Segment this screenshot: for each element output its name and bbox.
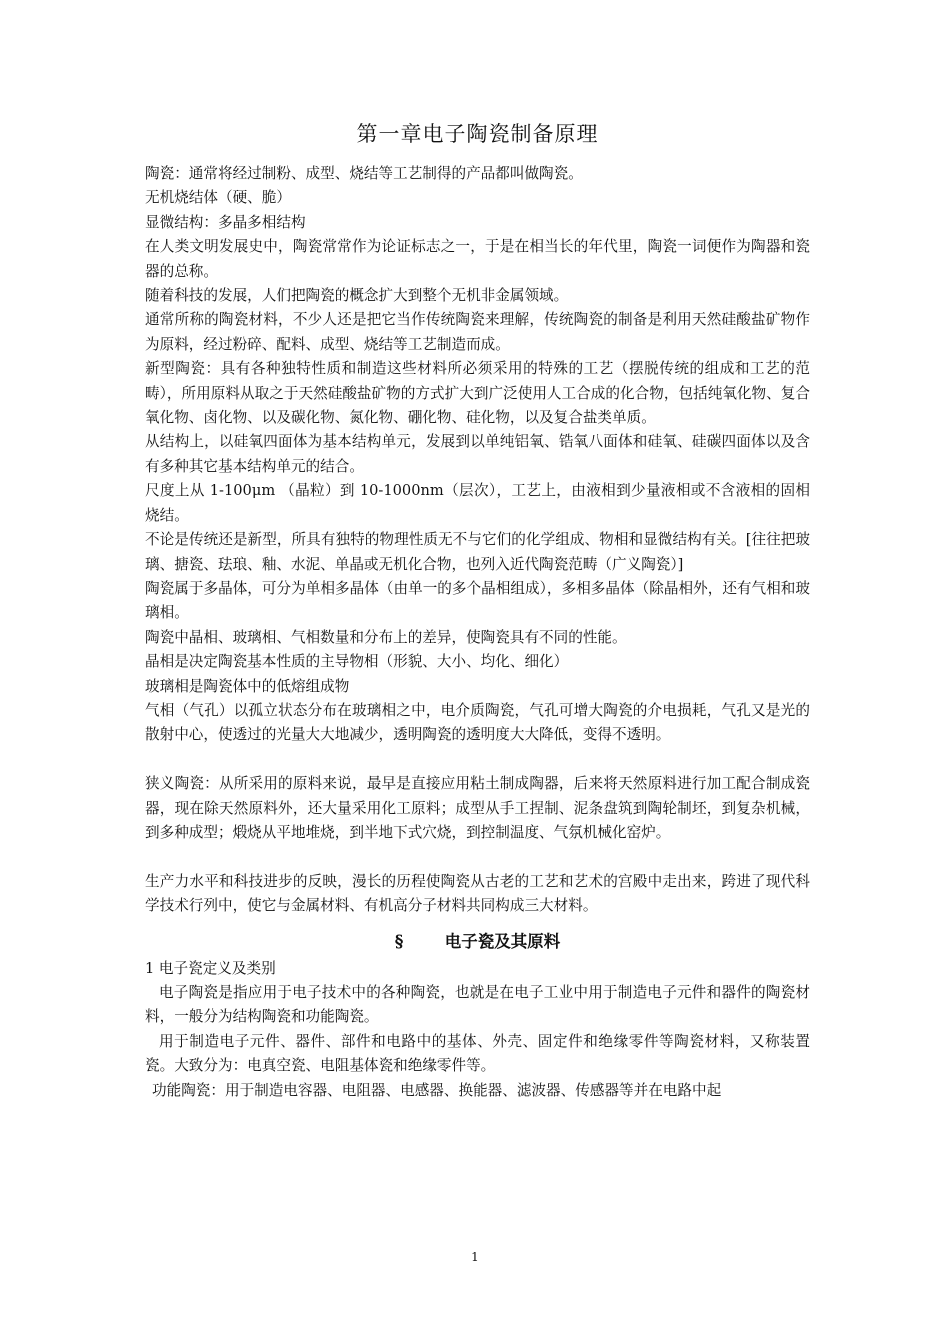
paragraph-traditional-ceramics: 通常所称的陶瓷材料，不少人还是把它当作传统陶瓷来理解，传统陶瓷的制备是利用天然硅酸盐矿物作为原料，经过粉碎、配料、成型、烧结等工艺制造而成。	[145, 311, 810, 353]
paragraph-ceramics-definition: 陶瓷：通常将经过制粉、成型、烧结等工艺制得的产品都叫做陶瓷。	[145, 165, 583, 182]
paragraph-microstructure: 显微结构：多晶多相结构	[145, 213, 306, 231]
subsection-title: 1 电子瓷定义及类别	[145, 959, 276, 977]
paragraph-electronic-ceramics: 电子陶瓷是指应用于电子技术中的各种陶瓷，也就是在电子工业中用于制造电子元件和器件的陶瓷材料，一般分为结构陶瓷和功能陶瓷。	[145, 983, 810, 1026]
paragraph-progress: 生产力水平和科技进步的反映，漫长的历程使陶瓷从古老的工艺和艺术的宫殿中走出来，跨进了现代科学技术行列中，使它与金属材料、有机高分子材料共同构成三大材料。	[145, 872, 810, 915]
paragraph-functional-ceramics: 功能陶瓷：用于制造电容器、电阻器、电感器、换能器、滤波器、传感器等并在电路中起	[152, 1081, 722, 1099]
blank-line	[145, 845, 810, 869]
paragraph-gas-phase: 气相（气孔）以孤立状态分布在玻璃相之中，电介质陶瓷，气孔可增大陶瓷的介电损耗，气孔又是光的散射中心，使透过的光量大大地减少，透明陶瓷的透明度大大降低，变得不透明。	[145, 701, 810, 744]
page-number: 1	[471, 1250, 479, 1264]
section-heading	[145, 927, 810, 957]
paragraph-properties: 不论是传统还是新型，所具有独特的物理性质无不与它们的化学组成、物相和显微结构有关。[往往把玻璃、搪瓷、珐琅、釉、水泥、单晶或无机化合物，也列入近代陶瓷范畴（广义陶瓷）]	[145, 531, 810, 573]
section-symbol: §	[394, 931, 404, 951]
paragraph-device-ceramics: 用于制造电子元件、器件、部件和电路中的基体、外壳、固定件和绝缘零件等陶瓷材料，又称装置瓷。大致分为：电真空瓷、电阻基体瓷和绝缘零件等。	[145, 1032, 810, 1075]
paragraph-history: 在人类文明发展史中，陶瓷常常作为论证标志之一，于是在相当长的年代里，陶瓷一词便作为陶器和瓷器的总称。	[145, 238, 810, 280]
paragraph-polycrystal: 陶瓷属于多晶体，可分为单相多晶体（由单一的多个晶相组成），多相多晶体（除晶相外，还有气相和玻璃相。	[145, 579, 810, 622]
paragraph-sintered-body: 无机烧结体（硬、脆）	[145, 189, 291, 207]
paragraph-narrow-ceramics: 狭义陶瓷：从所采用的原料来说，最早是直接应用粘土制成陶器，后来将天然原料进行加工配合制成瓷器，现在除天然原料外，还大量采用化工原料；成型从手工捏制、泥条盘筑到陶轮制坯，到复杂机械，到多种成型；煅烧从平地堆烧，到半地下式穴烧，到控制温度、气氛机械化窑炉。	[145, 775, 810, 841]
paragraph-glass-phase: 玻璃相是陶瓷体中的低熔组成物	[145, 677, 350, 695]
blank-line	[145, 748, 810, 772]
chapter-title: 第一章电子陶瓷制备原理	[356, 122, 599, 146]
page-content	[145, 118, 810, 1103]
paragraph-phase-differences: 陶瓷中晶相、玻璃相、气相数量和分布上的差异，使陶瓷具有不同的性能。	[145, 628, 627, 646]
paragraph-crystal-phase: 晶相是决定陶瓷基本性质的主导物相（形貌、大小、均化、细化）	[145, 653, 569, 671]
paragraph-structure: 从结构上，以硅氧四面体为基本结构单元，发展到以单纯铝氧、锆氧八面体和硅氧、硅碳四面体以及含有多种其它基本结构单元的结合。	[145, 433, 810, 475]
paragraph-new-ceramics: 新型陶瓷：具有各种独特性质和制造这些材料所必须采用的特殊的工艺（摆脱传统的组成和工艺的范畴），所用原料从取之于天然硅酸盐矿物的方式扩大到广泛使用人工合成的化合物，包括纯氧化物、复合氧化物、卤化物、以及碳化物、氮化物、硼化物、硅化物，以及复合盐类单质。	[145, 360, 810, 427]
section-title: 电子瓷及其原料	[444, 931, 561, 951]
paragraph-concept-expansion: 随着科技的发展，人们把陶瓷的概念扩大到整个无机非金属领域。	[145, 287, 569, 305]
paragraph-scale: 尺度上从 1-100μm （晶粒）到 10-1000nm（层次），工艺上，由液相到少量液相或不含液相的固相烧结。	[145, 482, 810, 524]
